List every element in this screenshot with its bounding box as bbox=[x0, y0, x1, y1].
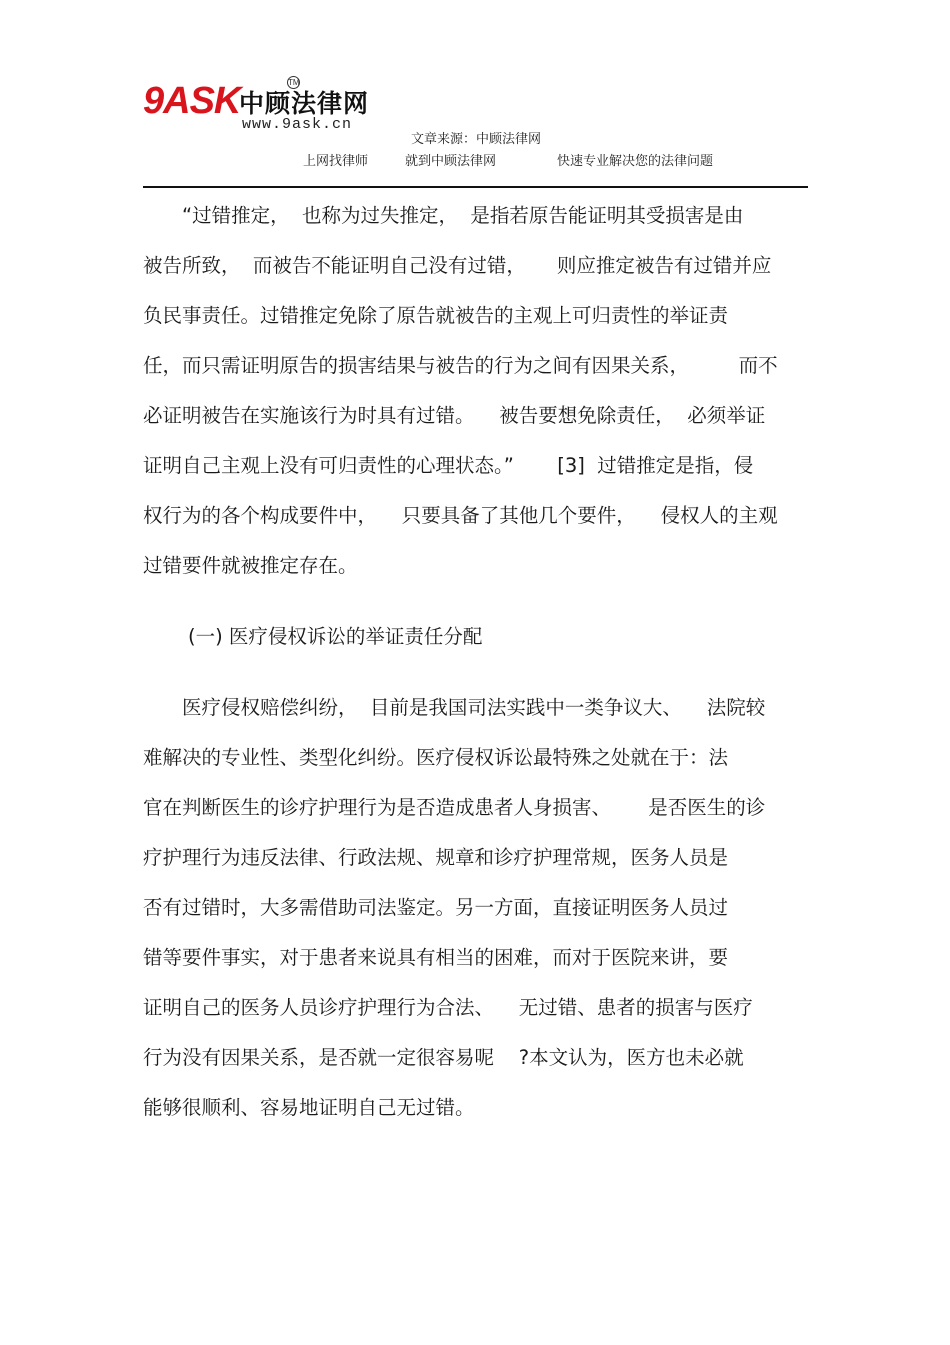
text-line: “过错推定， 也称为过失推定， 是指若原告能证明其受损害是由 bbox=[143, 204, 744, 227]
site-logo[interactable] bbox=[143, 78, 388, 138]
header-link-solve[interactable]: 快速专业解决您的法律问题 bbox=[557, 154, 714, 169]
text-line: 证明自己主观上没有可归责性的心理状态。” [3] 过错推定是指，侵 bbox=[143, 454, 754, 477]
text-line: 官在判断医生的诊疗护理行为是否造成患者人身损害、 是否医生的诊 bbox=[143, 796, 766, 819]
text-line: 否有过错时，大多需借助司法鉴定。另一方面，直接证明医务人员过 bbox=[143, 896, 729, 919]
section-heading: (一) 医疗侵权诉讼的举证责任分配 bbox=[188, 625, 483, 648]
logo-url: www.9ask.cn bbox=[242, 116, 353, 133]
text-line: 负民事责任。过错推定免除了原告就被告的主观上可归责性的举证责 bbox=[143, 304, 729, 327]
text-line: 难解决的专业性、类型化纠纷。医疗侵权诉讼最特殊之处就在于：法 bbox=[143, 746, 729, 769]
text-line: 过错要件就被推定存在。 bbox=[143, 554, 358, 577]
logo-mark: 9ASK bbox=[143, 80, 241, 122]
text-line: 错等要件事实，对于患者来说具有相当的困难，而对于医院来讲，要 bbox=[143, 946, 729, 969]
text-line: 权行为的各个构成要件中， 只要具备了其他几个要件， 侵权人的主观 bbox=[143, 504, 778, 527]
text-line: 被告所致， 而被告不能证明自己没有过错， 则应推定被告有过错并应 bbox=[143, 254, 772, 277]
text-line: 必证明被告在实施该行为时具有过错。 被告要想免除责任， 必须举证 bbox=[143, 404, 766, 427]
header-link-site[interactable]: 就到中顾法律网 bbox=[405, 154, 497, 169]
text-line: 疗护理行为违反法律、行政法规、规章和诊疗护理常规，医务人员是 bbox=[143, 846, 729, 869]
text-line: 医疗侵权赔偿纠纷， 目前是我国司法实践中一类争议大、 法院较 bbox=[143, 696, 766, 719]
text-line: 行为没有因果关系，是否就一定很容易呢 ?本文认为，医方也未必就 bbox=[143, 1046, 744, 1069]
header-divider bbox=[143, 186, 808, 188]
trademark-icon: TM bbox=[288, 78, 300, 87]
text-line: 证明自己的医务人员诊疗护理行为合法、 无过错、患者的损害与医疗 bbox=[143, 996, 753, 1019]
text-line: 任，而只需证明原告的损害结果与被告的行为之间有因果关系， 而不 bbox=[143, 354, 778, 377]
paragraph-medical-disputes bbox=[143, 683, 811, 1133]
text-line: 能够很顺利、容易地证明自己无过错。 bbox=[143, 1096, 475, 1119]
paragraph-presumption bbox=[143, 191, 811, 591]
article-source: 文章来源：中顾法律网 bbox=[411, 132, 542, 147]
header-link-find-lawyer[interactable]: 上网找律师 bbox=[303, 154, 369, 169]
logo-text: 中顾法律网 bbox=[239, 89, 370, 118]
